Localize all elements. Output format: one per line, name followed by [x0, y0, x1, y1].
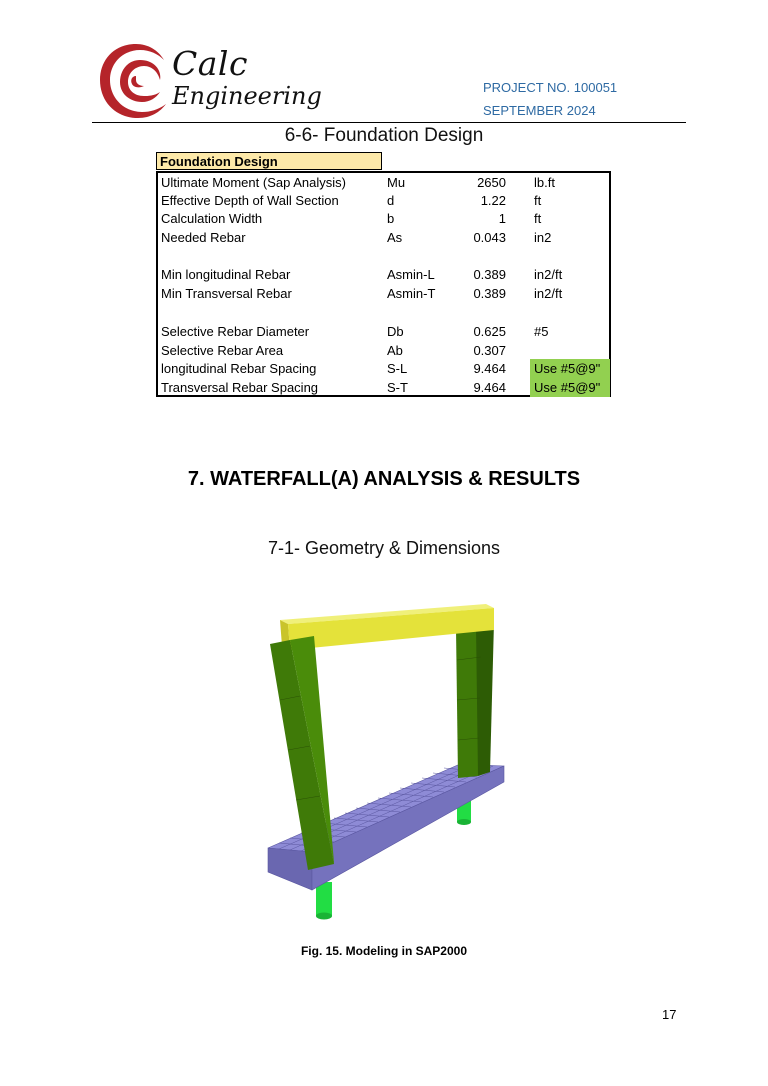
foundation-design-table: [156, 152, 611, 397]
project-number: PROJECT NO. 100051: [483, 80, 618, 95]
row-description: Ultimate Moment (Sap Analysis): [161, 175, 346, 190]
table-row: [158, 284, 613, 303]
table-row: [158, 341, 613, 360]
logo-text-calc: Calc: [172, 44, 248, 83]
row-unit-result: Use #5@9": [530, 378, 610, 397]
table-row: [158, 378, 613, 397]
section-title-waterfall-analysis: 7. WATERFALL(A) ANALYSIS & RESULTS: [187, 468, 581, 490]
logo-text-engineering: Engineering: [172, 82, 322, 110]
row-value: 0.307: [473, 343, 506, 358]
row-unit: ft: [534, 211, 542, 226]
row-unit: in2/ft: [534, 286, 563, 301]
row-symbol: S-L: [387, 361, 408, 376]
row-description: Transversal Rebar Spacing: [161, 380, 319, 395]
table-row: [158, 173, 613, 192]
table-row: [158, 265, 613, 284]
row-value: 1.22: [480, 193, 506, 208]
row-symbol: b: [387, 211, 395, 226]
row-value: 0.043: [473, 230, 506, 245]
row-value: 1: [498, 211, 506, 226]
row-symbol: Mu: [387, 175, 406, 190]
header-divider: [92, 122, 686, 123]
row-description: Min Transversal Rebar: [161, 286, 292, 301]
row-value: 9.464: [473, 380, 506, 395]
project-date: SEPTEMBER 2024: [483, 103, 596, 118]
row-symbol: Db: [387, 324, 404, 339]
figure-caption: Fig. 15. Modeling in SAP2000: [300, 944, 468, 958]
row-symbol: Ab: [387, 343, 403, 358]
row-value: 2650: [477, 175, 506, 190]
row-description: Effective Depth of Wall Section: [161, 193, 339, 208]
table-body: [156, 171, 611, 397]
row-symbol: Asmin-L: [387, 267, 435, 282]
table-header: Foundation Design: [156, 152, 382, 170]
row-description: Min longitudinal Rebar: [161, 267, 291, 282]
column-right: [456, 622, 494, 778]
row-description: longitudinal Rebar Spacing: [161, 361, 317, 376]
section-title-foundation-design: 6-6- Foundation Design: [284, 125, 484, 146]
row-unit-result: Use #5@9": [530, 359, 610, 378]
row-unit: in2: [534, 230, 552, 245]
table-row: [158, 228, 613, 247]
row-description: Selective Rebar Diameter: [161, 324, 310, 339]
row-value: 9.464: [473, 361, 506, 376]
section-title-geometry: 7-1- Geometry & Dimensions: [267, 538, 501, 558]
row-symbol: d: [387, 193, 395, 208]
row-value: 0.389: [473, 267, 506, 282]
table-row: [158, 209, 613, 228]
sap2000-model-figure: [250, 590, 530, 930]
page-number: 17: [662, 1007, 677, 1022]
row-unit: ft: [534, 193, 542, 208]
row-value: 0.389: [473, 286, 506, 301]
pile-left: [316, 882, 332, 920]
row-description: Selective Rebar Area: [161, 343, 284, 358]
row-unit: lb.ft: [534, 175, 555, 190]
row-description: Calculation Width: [161, 211, 263, 226]
row-unit: #5: [534, 324, 549, 339]
table-row: [158, 359, 613, 378]
row-value: 0.625: [473, 324, 506, 339]
row-symbol: S-T: [387, 380, 408, 395]
row-symbol: Asmin-T: [387, 286, 436, 301]
row-symbol: As: [387, 230, 403, 245]
row-description: Needed Rebar: [161, 230, 246, 245]
table-row: [158, 322, 613, 341]
table-row: [158, 191, 613, 210]
row-unit: in2/ft: [534, 267, 563, 282]
